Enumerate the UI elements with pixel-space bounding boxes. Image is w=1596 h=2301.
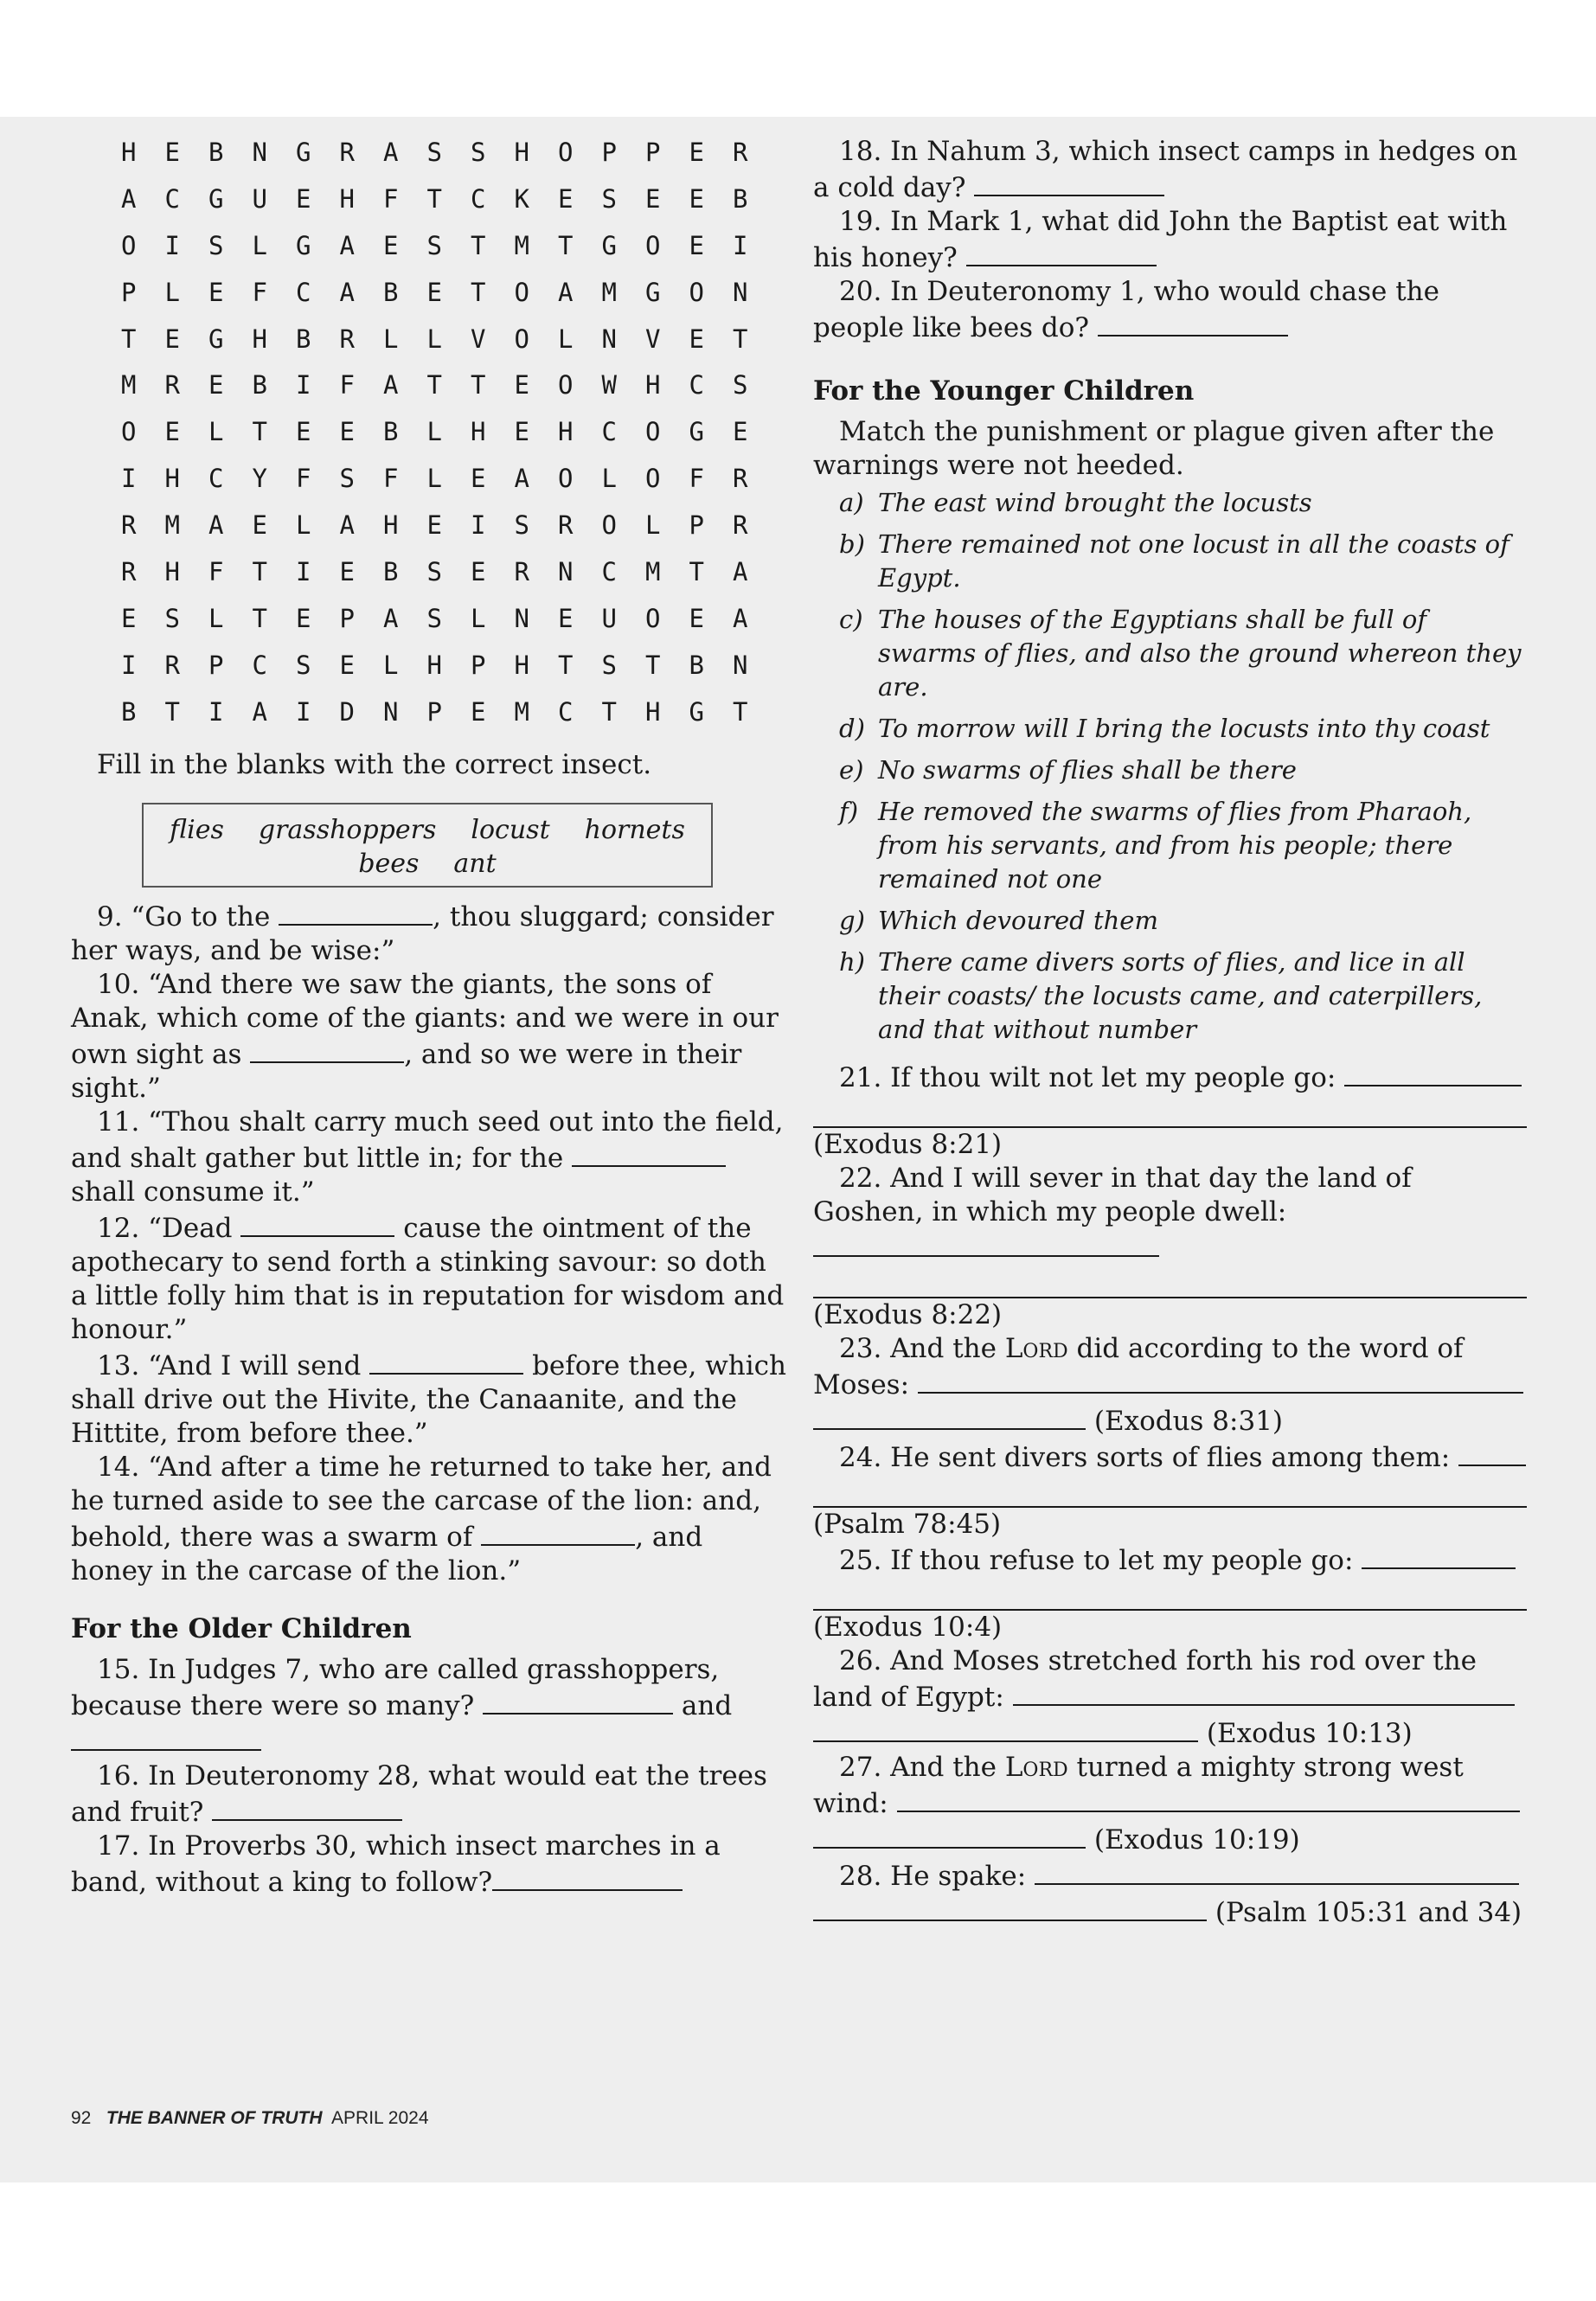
issue-date: APRIL 2024: [331, 2108, 429, 2128]
grid-letter[interactable]: F: [339, 370, 355, 401]
grid-letter[interactable]: U: [601, 603, 617, 633]
grid-letter[interactable]: E: [426, 277, 442, 307]
grid-letter[interactable]: U: [252, 183, 267, 214]
grid-letter[interactable]: T: [733, 324, 748, 354]
grid-letter[interactable]: R: [339, 138, 355, 167]
grid-letter[interactable]: C: [601, 557, 617, 587]
younger-children-heading: For the Younger Children: [813, 375, 1195, 407]
publication-title: THE BANNER OF TRUTH: [106, 2108, 323, 2128]
answer-line[interactable]: [813, 1475, 1527, 1508]
question-22: 22. And I will sever in that day the land of Goshen, in which my people dwell:: [813, 1162, 1527, 1266]
question-25: 25. If thou refuse to let my people go:: [813, 1541, 1527, 1578]
grid-letter[interactable]: M: [645, 557, 661, 587]
grid-letter[interactable]: C: [164, 183, 180, 214]
grid-letter[interactable]: E: [208, 370, 224, 401]
reference-line: (Psalm 105:31 and 34): [813, 1894, 1527, 1930]
grid-letter[interactable]: R: [558, 510, 574, 541]
grid-letter[interactable]: I: [733, 230, 748, 260]
grid-letter[interactable]: C: [471, 183, 486, 214]
question-17: 17. In Proverbs 30, which insect marches in a band, without a king to follow?: [71, 1830, 721, 1898]
answer-line[interactable]: [813, 1578, 1527, 1611]
grid-letter[interactable]: V: [645, 324, 661, 354]
grid-letter[interactable]: N: [601, 324, 617, 354]
grid-letter[interactable]: L: [296, 510, 311, 541]
word-bank-item: flies: [170, 814, 224, 845]
grid-letter[interactable]: E: [514, 370, 529, 401]
grid-letter[interactable]: E: [296, 417, 311, 447]
grid-letter[interactable]: N: [733, 277, 748, 307]
grid-letter[interactable]: E: [426, 510, 442, 541]
grid-letter[interactable]: L: [426, 464, 442, 494]
grid-letter[interactable]: S: [296, 650, 311, 680]
answer-blank[interactable]: [572, 1139, 726, 1167]
left-column: [71, 135, 789, 1900]
match-list: [839, 486, 1527, 1047]
grid-letter[interactable]: O: [601, 510, 617, 541]
grid-letter[interactable]: F: [208, 557, 224, 587]
grid-letter[interactable]: P: [121, 277, 137, 307]
grid-letter[interactable]: H: [558, 417, 574, 447]
grid-letter[interactable]: Y: [252, 464, 267, 494]
grid-letter[interactable]: R: [121, 557, 137, 587]
grid-letter[interactable]: T: [471, 370, 486, 401]
answer-blank[interactable]: [1344, 1059, 1522, 1086]
grid-letter[interactable]: E: [689, 324, 704, 354]
answer-blank[interactable]: [481, 1518, 635, 1546]
grid-letter[interactable]: O: [121, 417, 137, 447]
grid-letter[interactable]: H: [426, 650, 442, 680]
grid-letter[interactable]: H: [514, 138, 529, 167]
grid-letter[interactable]: L: [164, 277, 180, 307]
match-item: a) The east wind brought the locusts: [839, 488, 1312, 517]
grid-letter[interactable]: T: [164, 696, 180, 727]
grid-letter[interactable]: H: [164, 557, 180, 587]
grid-letter[interactable]: I: [208, 696, 224, 727]
grid-letter[interactable]: A: [252, 696, 267, 727]
grid-letter[interactable]: T: [558, 650, 574, 680]
answer-blank[interactable]: [813, 1402, 1086, 1430]
grid-letter[interactable]: G: [296, 138, 311, 167]
word-bank-item: ant: [453, 848, 497, 879]
grid-letter[interactable]: S: [601, 650, 617, 680]
grid-letter[interactable]: R: [164, 650, 180, 680]
grid-letter[interactable]: T: [426, 370, 442, 401]
question-11: 11. “Thou shalt carry much seed out into the field, and shalt gather but little in; for the shall consume it.”: [71, 1106, 784, 1208]
grid-letter[interactable]: R: [733, 464, 748, 494]
grid-letter[interactable]: I: [296, 557, 311, 587]
grid-letter[interactable]: I: [121, 650, 137, 680]
question-28: 28. He spake:: [813, 1857, 1527, 1894]
answer-blank[interactable]: [1458, 1439, 1526, 1466]
grid-letter[interactable]: T: [252, 603, 267, 633]
grid-letter[interactable]: M: [164, 510, 180, 541]
grid-letter[interactable]: M: [514, 230, 529, 260]
grid-letter[interactable]: G: [689, 696, 704, 727]
grid-letter[interactable]: O: [645, 464, 661, 494]
grid-letter[interactable]: O: [558, 464, 574, 494]
grid-letter[interactable]: E: [164, 138, 180, 167]
grid-letter[interactable]: S: [426, 230, 442, 260]
grid-letter[interactable]: R: [514, 557, 529, 587]
grid-letter[interactable]: B: [689, 650, 704, 680]
page-number: 92: [71, 2108, 92, 2128]
grid-letter[interactable]: H: [645, 370, 661, 401]
answer-blank[interactable]: [966, 239, 1157, 266]
grid-letter[interactable]: E: [339, 557, 355, 587]
grid-letter[interactable]: O: [514, 277, 529, 307]
grid-letter[interactable]: E: [121, 603, 137, 633]
grid-letter[interactable]: O: [514, 324, 529, 354]
grid-letter[interactable]: H: [121, 138, 137, 167]
grid-letter[interactable]: N: [252, 138, 267, 167]
grid-letter[interactable]: L: [252, 230, 267, 260]
grid-letter[interactable]: A: [383, 370, 399, 401]
grid-letter[interactable]: P: [645, 138, 661, 167]
grid-letter[interactable]: F: [252, 277, 267, 307]
grid-letter[interactable]: W: [601, 370, 617, 401]
grid-letter[interactable]: G: [208, 324, 224, 354]
grid-letter[interactable]: E: [733, 417, 748, 447]
grid-letter[interactable]: B: [208, 138, 224, 167]
grid-letter[interactable]: S: [339, 464, 355, 494]
fill-instruction: Fill in the blanks with the correct insect.: [97, 748, 652, 780]
answer-blank[interactable]: [279, 898, 433, 926]
grid-letter[interactable]: A: [383, 603, 399, 633]
question-21: 21. If thou wilt not let my people go:: [813, 1059, 1527, 1095]
grid-letter[interactable]: E: [252, 510, 267, 541]
question-9: 9. “Go to the , thou sluggard; consider her ways, and be wise:”: [71, 898, 789, 968]
grid-letter[interactable]: O: [558, 370, 574, 401]
grid-letter[interactable]: M: [601, 277, 617, 307]
grid-letter[interactable]: E: [514, 417, 529, 447]
grid-letter[interactable]: S: [208, 230, 224, 260]
grid-letter[interactable]: L: [208, 417, 224, 447]
grid-letter[interactable]: T: [252, 417, 267, 447]
answer-line[interactable]: [813, 1095, 1527, 1128]
grid-letter[interactable]: S: [514, 510, 529, 541]
grid-letter[interactable]: V: [471, 324, 486, 354]
match-item: e) No swarms of flies shall be there: [839, 755, 1297, 785]
grid-letter[interactable]: H: [514, 650, 529, 680]
answer-blank[interactable]: [240, 1209, 394, 1237]
grid-letter[interactable]: P: [208, 650, 224, 680]
match-item: d) To morrow will I bring the locusts into thy coast: [839, 714, 1490, 743]
grid-letter[interactable]: H: [164, 464, 180, 494]
grid-letter[interactable]: G: [296, 230, 311, 260]
word-bank-item: grasshoppers: [258, 814, 437, 845]
answer-blank[interactable]: [897, 1785, 1520, 1812]
grid-letter[interactable]: G: [645, 277, 661, 307]
grid-letter[interactable]: C: [252, 650, 267, 680]
question-15: 15. In Judges 7, who are called grasshoppers, because there were so many? and: [71, 1653, 789, 1759]
answer-blank[interactable]: [492, 1863, 683, 1891]
grid-letter[interactable]: B: [252, 370, 267, 401]
grid-letter[interactable]: H: [383, 510, 399, 541]
reference: (Exodus 8:22): [813, 1299, 1003, 1330]
grid-letter[interactable]: F: [383, 183, 399, 214]
answer-blank[interactable]: [918, 1366, 1523, 1394]
grid-letter[interactable]: B: [383, 277, 399, 307]
grid-letter[interactable]: I: [471, 510, 486, 541]
grid-letter[interactable]: C: [296, 277, 311, 307]
grid-letter[interactable]: H: [471, 417, 486, 447]
grid-letter[interactable]: A: [121, 183, 137, 214]
grid-letter[interactable]: E: [208, 277, 224, 307]
grid-letter[interactable]: T: [471, 230, 486, 260]
grid-letter[interactable]: O: [121, 230, 137, 260]
grid-letter[interactable]: E: [164, 324, 180, 354]
page-footer: [71, 2108, 429, 2129]
grid-letter[interactable]: A: [208, 510, 224, 541]
grid-letter[interactable]: E: [689, 603, 704, 633]
grid-letter[interactable]: O: [645, 603, 661, 633]
older-children-heading: For the Older Children: [71, 1612, 412, 1644]
grid-letter[interactable]: O: [645, 417, 661, 447]
grid-letter[interactable]: B: [296, 324, 311, 354]
question-24: 24. He sent divers sorts of flies among them:: [813, 1439, 1527, 1475]
grid-letter[interactable]: B: [383, 417, 399, 447]
grid-letter[interactable]: P: [689, 510, 704, 541]
grid-letter[interactable]: B: [383, 557, 399, 587]
grid-letter[interactable]: D: [339, 696, 355, 727]
grid-letter[interactable]: R: [121, 510, 137, 541]
grid-letter[interactable]: E: [339, 650, 355, 680]
answer-blank[interactable]: [1362, 1541, 1516, 1569]
grid-letter[interactable]: E: [471, 464, 486, 494]
answer-blank[interactable]: [1098, 309, 1288, 336]
grid-letter[interactable]: G: [601, 230, 617, 260]
grid-letter[interactable]: E: [558, 183, 574, 214]
grid-letter[interactable]: E: [296, 183, 311, 214]
grid-letter[interactable]: E: [296, 603, 311, 633]
grid-letter[interactable]: S: [601, 183, 617, 214]
answer-blank[interactable]: [483, 1687, 673, 1715]
question-20: 20. In Deuteronomy 1, who would chase the people like bees do?: [813, 276, 1439, 343]
answer-blank[interactable]: [1035, 1857, 1519, 1885]
grid-letter[interactable]: A: [733, 557, 748, 587]
grid-letter[interactable]: G: [208, 183, 224, 214]
grid-letter[interactable]: F: [689, 464, 704, 494]
grid-letter[interactable]: T: [733, 696, 748, 727]
grid-letter[interactable]: E: [339, 417, 355, 447]
word-search-grid: [121, 135, 789, 741]
grid-letter[interactable]: R: [164, 370, 180, 401]
reference: (Psalm 78:45): [813, 1509, 1002, 1540]
grid-letter[interactable]: L: [471, 603, 486, 633]
grid-letter[interactable]: I: [296, 370, 311, 401]
grid-letter[interactable]: B: [733, 183, 748, 214]
word-bank-item: locust: [471, 814, 550, 845]
answer-blank[interactable]: [369, 1347, 523, 1375]
grid-letter[interactable]: I: [164, 230, 180, 260]
match-instruction: Match the punishment or plague given after the warnings were not heeded.: [813, 416, 1495, 481]
match-item: g) Which devoured them: [839, 906, 1158, 935]
word-bank-item: bees: [358, 848, 420, 879]
grid-letter[interactable]: F: [296, 464, 311, 494]
grid-letter[interactable]: O: [645, 230, 661, 260]
grid-letter[interactable]: M: [514, 696, 529, 727]
reference-line: (Exodus 10:19): [813, 1821, 1527, 1857]
grid-letter[interactable]: L: [645, 510, 661, 541]
grid-letter[interactable]: E: [164, 417, 180, 447]
grid-letter[interactable]: E: [645, 183, 661, 214]
grid-letter[interactable]: A: [514, 464, 529, 494]
grid-letter[interactable]: T: [601, 696, 617, 727]
reference-line: (Exodus 8:31): [813, 1402, 1527, 1439]
question-27: 27. And the Lord turned a mighty strong west wind:: [813, 1751, 1527, 1821]
grid-letter[interactable]: N: [733, 650, 748, 680]
question-14: 14. “And after a time he returned to take her, and he turned aside to see the carcase of the lion: and, behold, there was a swarm of , and honey in the carcase of the lion.”: [71, 1451, 772, 1586]
grid-letter[interactable]: K: [514, 183, 529, 214]
grid-letter[interactable]: L: [558, 324, 574, 354]
grid-letter[interactable]: E: [689, 230, 704, 260]
grid-letter[interactable]: L: [383, 650, 399, 680]
question-19: 19. In Mark 1, what did John the Baptist eat with his honey?: [813, 206, 1508, 273]
answer-line[interactable]: [813, 1266, 1527, 1298]
question-13: 13. “And I will send before thee, which shall drive out the Hivite, the Canaanite, and the Hittite, from before thee.”: [71, 1347, 789, 1451]
grid-letter[interactable]: B: [121, 696, 137, 727]
grid-letter[interactable]: A: [733, 603, 748, 633]
grid-letter[interactable]: T: [252, 557, 267, 587]
grid-letter[interactable]: M: [121, 370, 137, 401]
grid-letter[interactable]: S: [426, 557, 442, 587]
grid-letter[interactable]: S: [733, 370, 748, 401]
grid-letter[interactable]: N: [514, 603, 529, 633]
grid-letter[interactable]: S: [426, 138, 442, 167]
grid-letter[interactable]: O: [689, 277, 704, 307]
match-item: c) The houses of the Egyptians shall be full of swarms of flies, and also the ground whereon they are.: [839, 605, 1522, 702]
grid-letter[interactable]: F: [383, 464, 399, 494]
grid-letter[interactable]: E: [471, 696, 486, 727]
grid-letter[interactable]: L: [426, 324, 442, 354]
grid-letter[interactable]: N: [383, 696, 399, 727]
grid-letter[interactable]: L: [383, 324, 399, 354]
grid-letter[interactable]: G: [689, 417, 704, 447]
answer-blank[interactable]: [71, 1723, 261, 1751]
grid-letter[interactable]: E: [383, 230, 399, 260]
grid-letter[interactable]: A: [339, 510, 355, 541]
grid-letter[interactable]: P: [339, 603, 355, 633]
question-12: 12. “Dead cause the ointment of the apothecary to send forth a stinking savour: so doth a little folly him that is in reputation for wisdom and honour.”: [71, 1209, 789, 1347]
grid-letter[interactable]: P: [426, 696, 442, 727]
match-item: h) There came divers sorts of flies, and lice in all their coasts/ the locusts came, and caterpillers, and that without number: [839, 947, 1483, 1044]
right-column: [813, 135, 1527, 1930]
reference: (Exodus 10:4): [813, 1612, 1003, 1643]
answer-blank[interactable]: [974, 169, 1164, 196]
grid-letter[interactable]: C: [208, 464, 224, 494]
grid-letter[interactable]: T: [426, 183, 442, 214]
answer-blank[interactable]: [1013, 1678, 1515, 1706]
grid-letter[interactable]: A: [339, 230, 355, 260]
grid-letter[interactable]: N: [558, 557, 574, 587]
answer-blank[interactable]: [212, 1793, 402, 1821]
grid-letter[interactable]: C: [601, 417, 617, 447]
grid-letter[interactable]: C: [689, 370, 704, 401]
grid-letter[interactable]: L: [208, 603, 224, 633]
grid-letter[interactable]: T: [558, 230, 574, 260]
grid-letter[interactable]: A: [558, 277, 574, 307]
grid-letter[interactable]: C: [558, 696, 574, 727]
answer-blank[interactable]: [813, 1894, 1207, 1921]
word-bank: [142, 803, 713, 888]
grid-letter[interactable]: H: [339, 183, 355, 214]
grid-letter[interactable]: E: [689, 183, 704, 214]
question-16: 16. In Deuteronomy 28, what would eat the trees and fruit?: [71, 1759, 767, 1828]
grid-letter[interactable]: T: [645, 650, 661, 680]
grid-letter[interactable]: S: [426, 603, 442, 633]
grid-letter[interactable]: R: [339, 324, 355, 354]
grid-letter[interactable]: A: [383, 138, 399, 167]
grid-letter[interactable]: I: [296, 696, 311, 727]
grid-letter[interactable]: O: [558, 138, 574, 167]
reference: (Exodus 8:21): [813, 1129, 1003, 1160]
grid-letter[interactable]: A: [339, 277, 355, 307]
answer-blank[interactable]: [813, 1715, 1198, 1742]
answer-blank[interactable]: [813, 1821, 1086, 1849]
grid-letter[interactable]: L: [601, 464, 617, 494]
grid-letter[interactable]: R: [733, 510, 748, 541]
grid-letter[interactable]: T: [121, 324, 137, 354]
reference-line: (Exodus 10:13): [813, 1715, 1527, 1751]
match-item: f) He removed the swarms of flies from Pharaoh, from his servants, and from his people; there remained not one: [839, 797, 1472, 894]
question-23: 23. And the Lord did according to the word of Moses:: [813, 1332, 1527, 1402]
answer-blank[interactable]: [250, 1035, 404, 1063]
grid-letter[interactable]: H: [252, 324, 267, 354]
grid-letter[interactable]: E: [471, 557, 486, 587]
grid-letter[interactable]: P: [471, 650, 486, 680]
word-bank-item: hornets: [584, 814, 685, 845]
match-item: b) There remained not one locust in all the coasts of Egypt.: [839, 529, 1509, 593]
grid-letter[interactable]: P: [601, 138, 617, 167]
grid-letter[interactable]: E: [689, 138, 704, 167]
grid-letter[interactable]: L: [426, 417, 442, 447]
grid-letter[interactable]: S: [164, 603, 180, 633]
grid-letter[interactable]: R: [733, 138, 748, 167]
grid-letter[interactable]: T: [471, 277, 486, 307]
grid-letter[interactable]: E: [558, 603, 574, 633]
grid-letter[interactable]: T: [689, 557, 704, 587]
grid-letter[interactable]: S: [471, 138, 486, 167]
grid-letter[interactable]: I: [121, 464, 137, 494]
question-10: 10. “And there we saw the giants, the sons of Anak, which come of the giants: and we were in our own sight as , and so we were in their sight.”: [71, 968, 779, 1104]
answer-blank[interactable]: [813, 1229, 1159, 1257]
grid-letter[interactable]: H: [645, 696, 661, 727]
question-26: 26. And Moses stretched forth his rod over the land of Egypt:: [813, 1644, 1527, 1715]
question-18: 18. In Nahum 3, which insect camps in hedges on a cold day?: [813, 136, 1518, 203]
